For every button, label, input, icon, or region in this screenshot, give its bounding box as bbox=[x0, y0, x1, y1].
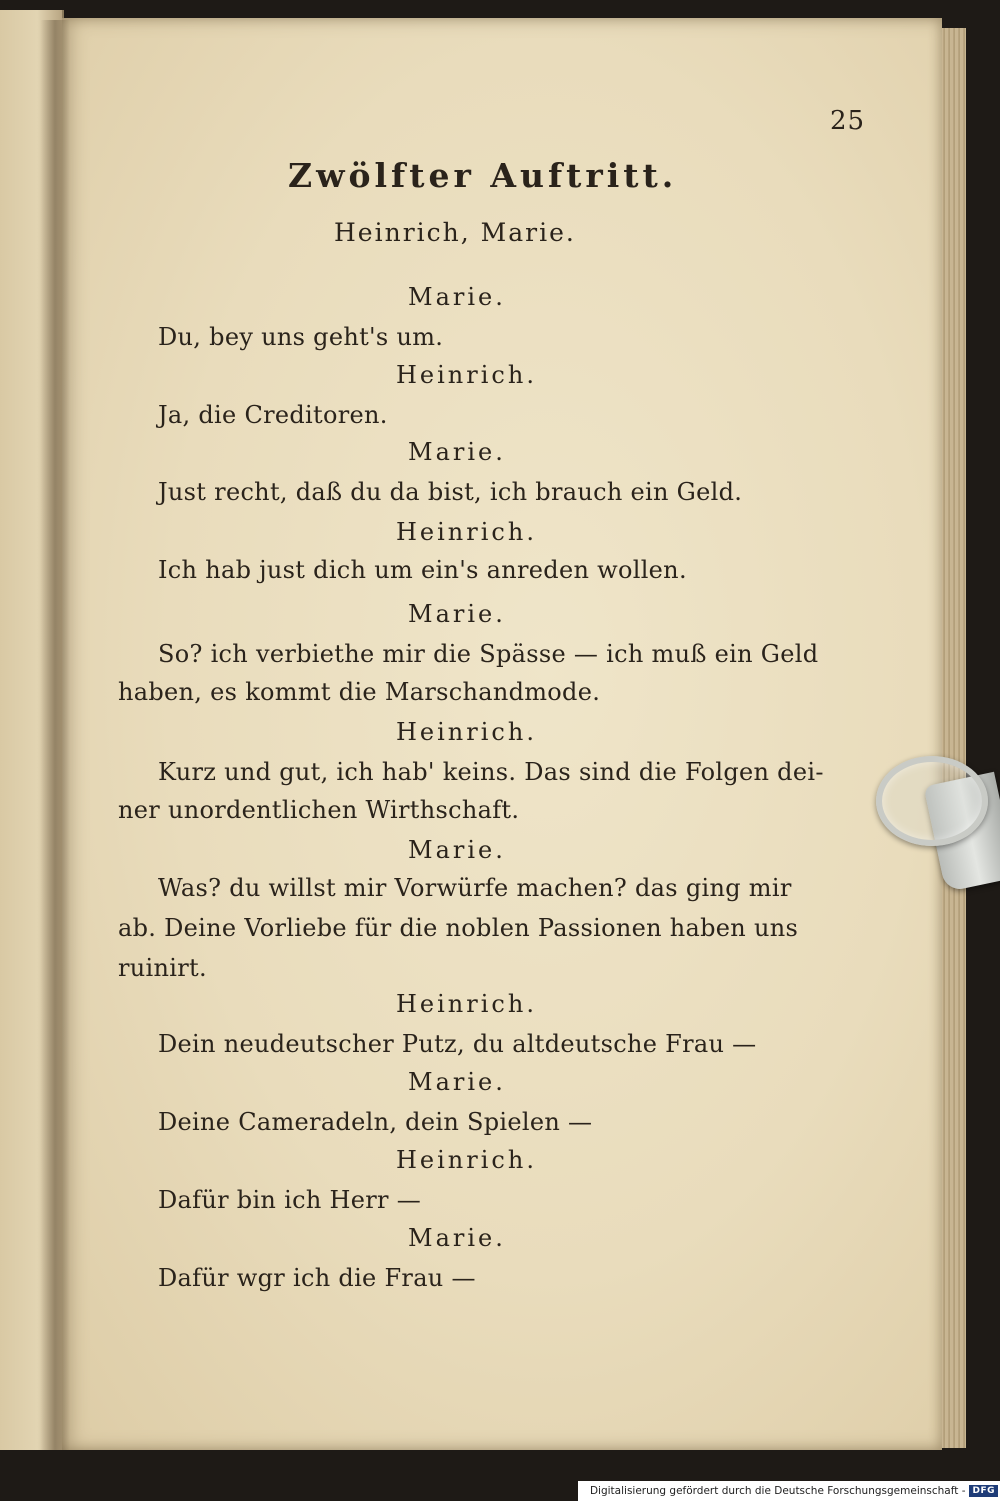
dialogue-line: Kurz und gut, ich hab' keins. Das sind die Folgen dei- bbox=[158, 758, 824, 786]
dialogue-line: So? ich verbiethe mir die Spässe — ich muß ein Geld bbox=[158, 640, 819, 668]
dialogue-line: Dafür wgr ich die Frau — bbox=[158, 1264, 476, 1292]
speaker-name: Marie. bbox=[408, 1068, 506, 1096]
dfg-logo: DFG bbox=[969, 1485, 998, 1497]
dialogue-line: ab. Deine Vorliebe für die noblen Passionen haben uns bbox=[118, 914, 799, 942]
book-gutter-shadow bbox=[40, 20, 70, 1450]
dialogue-line: Deine Cameradeln, dein Spielen — bbox=[158, 1108, 593, 1136]
speaker-name: Marie. bbox=[408, 600, 506, 628]
dialogue-line: Dein neudeutscher Putz, du altdeutsche Frau — bbox=[158, 1030, 757, 1058]
speaker-name: Heinrich. bbox=[396, 718, 537, 746]
page-number: 25 bbox=[830, 106, 866, 136]
speaker-name: Marie. bbox=[408, 836, 506, 864]
dialogue-line: Dafür bin ich Herr — bbox=[158, 1186, 422, 1214]
book-page bbox=[62, 18, 942, 1450]
dialogue-line: ner unordentlichen Wirthschaft. bbox=[118, 796, 520, 824]
scene-characters: Heinrich, Marie. bbox=[334, 218, 576, 247]
speaker-name: Marie. bbox=[408, 438, 506, 466]
dialogue-line: Du, bey uns geht's um. bbox=[158, 323, 444, 351]
dialogue-line: Just recht, daß du da bist, ich brauch ein Geld. bbox=[158, 478, 743, 506]
digitization-footer bbox=[578, 1481, 1000, 1501]
speaker-name: Heinrich. bbox=[396, 518, 537, 546]
speaker-name: Marie. bbox=[408, 1224, 506, 1252]
page-holder-clip bbox=[874, 748, 1000, 886]
dialogue-line: Ja, die Creditoren. bbox=[158, 401, 388, 429]
dialogue-line: Was? du willst mir Vorwürfe machen? das ging mir bbox=[158, 874, 792, 902]
bleed-through bbox=[702, 128, 709, 153]
dialogue-line: haben, es kommt die Marschandmode. bbox=[118, 678, 601, 706]
speaker-name: Heinrich. bbox=[396, 1146, 537, 1174]
clip-ring bbox=[876, 756, 988, 846]
dialogue-line: ruinirt. bbox=[118, 954, 207, 982]
speaker-name: Heinrich. bbox=[396, 361, 537, 389]
dialogue-line: Ich hab just dich um ein's anreden wollen. bbox=[158, 556, 687, 584]
scene-heading: Zwölfter Auftritt. bbox=[288, 156, 678, 195]
footer-credit: Digitalisierung gefördert durch die Deutsche Forschungsgemeinschaft - bbox=[589, 1485, 966, 1497]
speaker-name: Heinrich. bbox=[396, 990, 537, 1018]
speaker-name: Marie. bbox=[408, 283, 506, 311]
